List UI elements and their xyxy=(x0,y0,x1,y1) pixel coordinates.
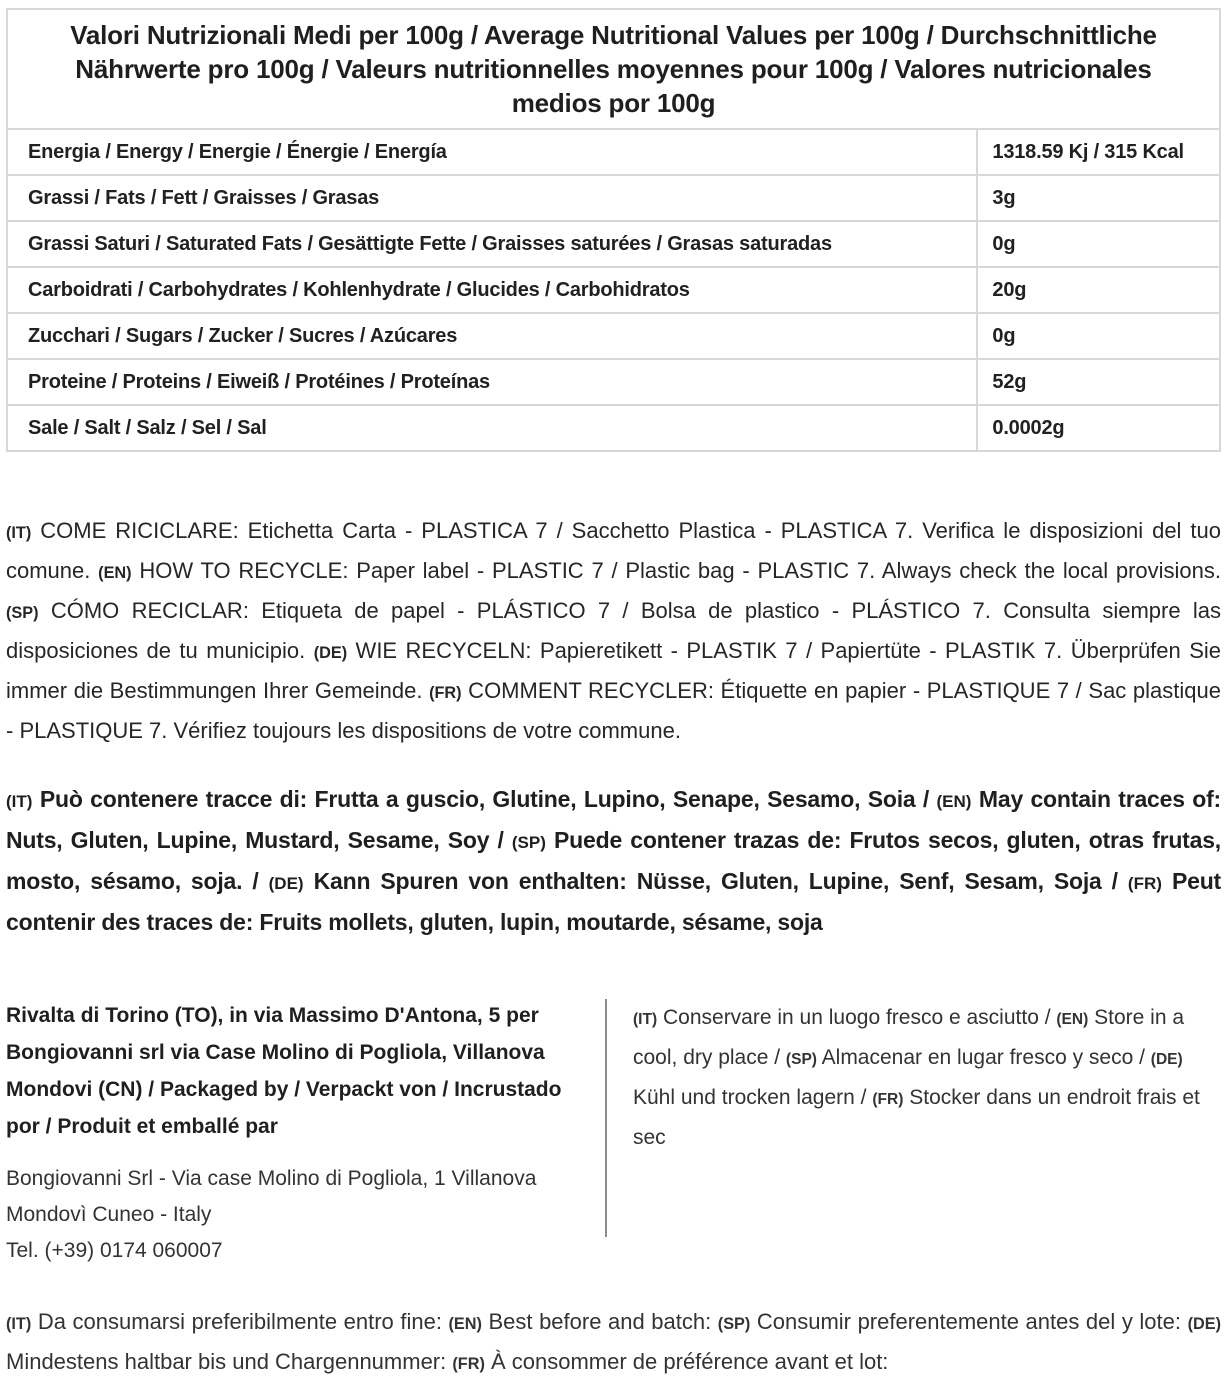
nutrient-value-fats: 3g xyxy=(977,175,1220,221)
language-marker: (IT) xyxy=(6,524,32,542)
nutrition-table-header-row xyxy=(7,9,1220,129)
best-before-note xyxy=(6,1303,1221,1383)
text-segment: COMMENT RECYCLER: Étiquette en papier - PLASTIQUE 7 / Sac plastique - PLASTIQUE 7. Vérifiez toujours les dispositions de votre commune. xyxy=(6,678,1221,743)
packaging-storage-section xyxy=(6,997,1221,1269)
text-segment: May contain traces of: Nuts, Gluten, Lupine, Mustard, Sesame, Soy / xyxy=(6,786,1221,853)
language-marker: (EN) xyxy=(936,792,972,811)
producer-phone: Tel. (+39) 0174 060007 xyxy=(6,1239,223,1262)
table-row xyxy=(7,267,1220,313)
text-segment: Consumir preferentemente antes del y lote: xyxy=(750,1309,1188,1334)
text-segment: CÓMO RECICLAR: Etiqueta de papel - PLÁSTICO 7 / Bolsa de plastico - PLÁSTICO 7. Consulta siempre las disposiciones de tu municipio. xyxy=(6,598,1221,663)
language-marker: (SP) xyxy=(785,1051,817,1068)
text-segment: Best before and batch: xyxy=(481,1309,718,1334)
language-marker: (FR) xyxy=(429,684,462,702)
text-segment: Almacenar en lugar fresco y seco / xyxy=(816,1046,1151,1069)
language-marker: (SP) xyxy=(6,604,39,622)
packaged-by-text: Rivalta di Torino (TO), in via Massimo D'Antona, 5 per Bongiovanni srl via Case Molino di Pogliola, Villanova Mondovi (CN) / Packaged by / Verpackt von / Incrustado por / Produit et emballé par xyxy=(6,1004,562,1138)
language-marker: (SP) xyxy=(511,833,546,852)
language-marker: (DE) xyxy=(1150,1051,1183,1068)
language-marker: (DE) xyxy=(268,874,304,893)
nutrition-table xyxy=(6,8,1221,452)
text-segment: Stocker dans un endroit frais et sec xyxy=(633,1086,1200,1149)
text-segment: COME RICICLARE: Etichetta Carta - PLASTICA 7 / Sacchetto Plastica - PLASTICA 7. Verifica le disposizioni del tuo comune. xyxy=(6,518,1221,583)
text-segment: Mindestens haltbar bis und Chargennummer: xyxy=(6,1349,453,1374)
nutrient-label-saturated-fats: Grassi Saturi / Saturated Fats / Gesättigte Fette / Graisses saturées / Grasas saturadas xyxy=(7,221,977,267)
nutrient-value-carbohydrates: 20g xyxy=(977,267,1220,313)
language-marker: (FR) xyxy=(1127,874,1162,893)
language-marker: (EN) xyxy=(98,564,132,582)
text-segment: Conservare in un luogo fresco e asciutto / xyxy=(657,1006,1057,1029)
text-segment: Kühl und trocken lagern / xyxy=(633,1086,873,1109)
language-marker: (EN) xyxy=(448,1315,482,1333)
table-row xyxy=(7,313,1220,359)
text-segment: HOW TO RECYCLE: Paper label - PLASTIC 7 / Plastic bag - PLASTIC 7. Always check the local provisions. xyxy=(131,558,1221,583)
language-marker: (DE) xyxy=(313,644,348,662)
text-segment: À consommer de préférence avant et lot: xyxy=(484,1349,889,1374)
language-marker: (FR) xyxy=(872,1091,904,1108)
language-marker: (IT) xyxy=(6,792,33,811)
nutrient-value-salt: 0.0002g xyxy=(977,405,1220,451)
text-segment: Da consumarsi preferibilmente entro fine: xyxy=(31,1309,449,1334)
nutrient-label-salt: Sale / Salt / Salz / Sel / Sal xyxy=(7,405,977,451)
text-segment: Può contenere tracce di: Frutta a guscio, Glutine, Lupino, Senape, Sesamo, Soia / xyxy=(32,786,937,812)
language-marker: (FR) xyxy=(452,1355,485,1373)
text-segment: Peut contenir des traces de: Fruits mollets, gluten, lupin, moutarde, sésame, soja xyxy=(6,868,1222,935)
language-marker: (IT) xyxy=(6,1315,32,1333)
text-segment: Store in a cool, dry place / xyxy=(633,1006,1185,1069)
producer-address-line: Bongiovanni Srl - Via case Molino di Pogliola, 1 Villanova Mondovì Cuneo - Italy xyxy=(6,1167,537,1226)
table-row xyxy=(7,175,1220,221)
nutrient-label-fats: Grassi / Fats / Fett / Graisses / Grasas xyxy=(7,175,977,221)
producer-address xyxy=(6,1161,583,1269)
nutrient-value-proteins: 52g xyxy=(977,359,1220,405)
nutrient-label-proteins: Proteine / Proteins / Eiweiß / Protéines / Proteínas xyxy=(7,359,977,405)
language-marker: (EN) xyxy=(1056,1011,1089,1028)
storage-instructions xyxy=(633,997,1221,1269)
language-marker: (SP) xyxy=(717,1315,751,1333)
text-segment: WIE RECYCELN: Papieretikett - PLASTIK 7 / Papiertüte - PLASTIK 7. Überprüfen Sie immer die Bestimmungen Ihrer Gemeinde. xyxy=(6,638,1221,703)
nutrient-label-sugars: Zucchari / Sugars / Zucker / Sucres / Azúcares xyxy=(7,313,977,359)
nutrient-label-energy: Energia / Energy / Energie / Énergie / Energía xyxy=(7,129,977,175)
packaging-column xyxy=(6,997,583,1269)
nutrition-table-title: Valori Nutrizionali Medi per 100g / Average Nutritional Values per 100g / Durchschnittliche Nährwerte pro 100g / Valeurs nutritionnelles moyennes pour 100g / Valores nutricionales medios por 100g xyxy=(7,9,1220,129)
table-row xyxy=(7,221,1220,267)
table-row xyxy=(7,359,1220,405)
table-row xyxy=(7,405,1220,451)
nutrient-label-carbohydrates: Carboidrati / Carbohydrates / Kohlenhydrate / Glucides / Carbohidratos xyxy=(7,267,977,313)
table-row xyxy=(7,129,1220,175)
allergen-traces-paragraph xyxy=(6,780,1221,941)
recycling-info-paragraph xyxy=(6,512,1221,750)
language-marker: (IT) xyxy=(633,1011,658,1028)
nutrient-value-sugars: 0g xyxy=(977,313,1220,359)
vertical-divider xyxy=(605,999,607,1237)
language-marker: (DE) xyxy=(1187,1315,1221,1333)
text-segment: Puede contener trazas de: Frutos secos, gluten, otras frutas, mosto, sésamo, soja. / xyxy=(6,827,1221,894)
nutrient-value-saturated-fats: 0g xyxy=(977,221,1220,267)
text-segment: Kann Spuren von enthalten: Nüsse, Gluten, Lupine, Senf, Sesam, Soja / xyxy=(303,868,1128,894)
nutrient-value-energy: 1318.59 Kj / 315 Kcal xyxy=(977,129,1220,175)
